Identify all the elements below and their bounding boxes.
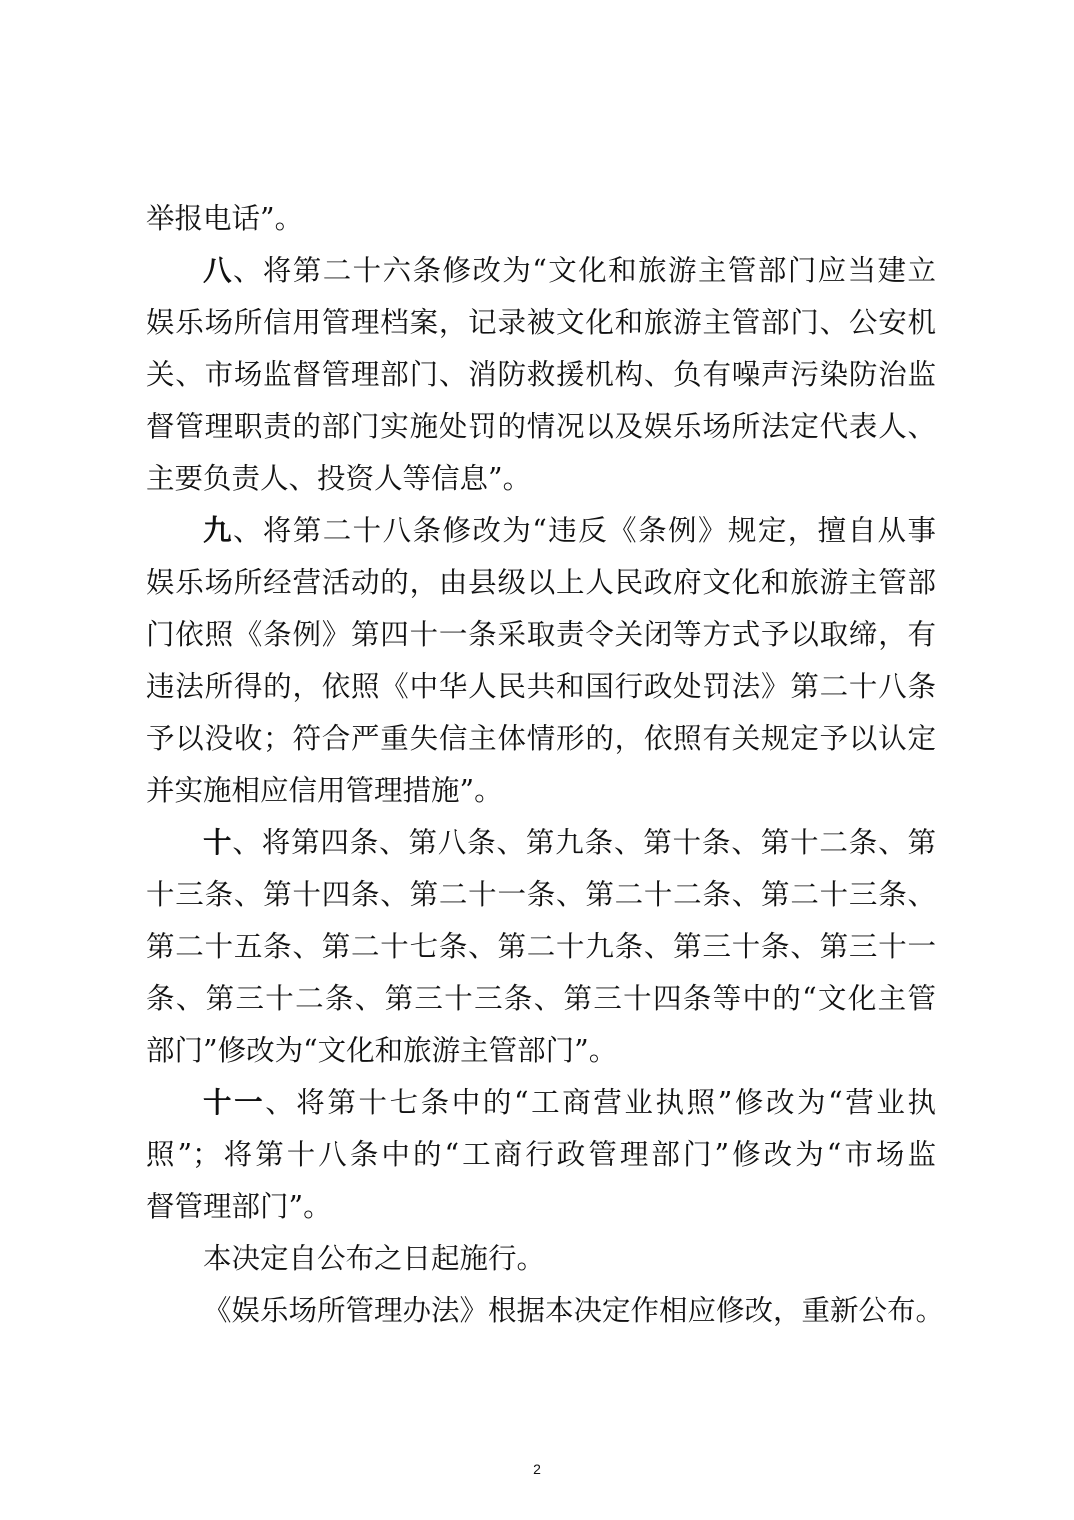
line-text: 关、市场监督管理部门、消防救援机构、负有噪声污染防治监 — [146, 358, 936, 391]
line-text: 督管理职责的部门实施处罚的情况以及娱乐场所法定代表人、 — [146, 410, 936, 443]
item-number: 十 — [203, 826, 233, 859]
line-text: 主要负责人、投资人等信息”。 — [146, 462, 532, 495]
line-text: 第二十五条、第二十七条、第二十九条、第三十条、第三十一 — [146, 930, 936, 963]
item-number: 九 — [203, 514, 233, 547]
text-line — [146, 979, 936, 1019]
line-text: 部门”修改为“文化和旅游主管部门”。 — [146, 1034, 618, 1067]
text-line — [146, 1031, 936, 1071]
text-line — [146, 563, 936, 603]
text-line — [203, 1291, 945, 1331]
text-line — [203, 1083, 936, 1123]
text-line — [146, 1187, 936, 1227]
line-text: 《娱乐场所管理办法》根据本决定作相应修改，重新公布。 — [203, 1294, 945, 1327]
line-text: 本决定自公布之日起施行。 — [203, 1242, 546, 1275]
line-text: 、将第十七条中的“工商营业执照”修改为“营业执 — [265, 1086, 936, 1119]
text-line — [146, 615, 936, 655]
text-line — [146, 1135, 936, 1175]
line-text: 并实施相应信用管理措施”。 — [146, 774, 503, 807]
line-text: 、将第二十八条修改为“违反《条例》规定，擅自从事 — [232, 514, 936, 547]
item-number: 十一 — [203, 1086, 266, 1119]
text-line — [146, 667, 936, 707]
line-text: 娱乐场所经营活动的，由县级以上人民政府文化和旅游主管部 — [146, 566, 936, 599]
line-text: 照”；将第十八条中的“工商行政管理部门”修改为“市场监 — [146, 1138, 936, 1171]
line-text: 门依照《条例》第四十一条采取责令关闭等方式予以取缔，有 — [146, 618, 936, 651]
line-text: 督管理部门”。 — [146, 1190, 332, 1223]
text-line — [146, 303, 936, 343]
text-line — [146, 927, 936, 967]
text-line — [146, 407, 936, 447]
text-line — [203, 511, 936, 551]
text-line — [146, 459, 936, 499]
line-text: 违法所得的，依照《中华人民共和国行政处罚法》第二十八条 — [146, 670, 936, 703]
text-line — [146, 199, 936, 239]
item-number: 八 — [203, 254, 233, 287]
page-number: 2 — [533, 1461, 541, 1477]
line-text: 十三条、第十四条、第二十一条、第二十二条、第二十三条、 — [146, 878, 936, 911]
line-text: 条、第三十二条、第三十三条、第三十四条等中的“文化主管 — [146, 982, 936, 1015]
text-line — [146, 875, 936, 915]
text-line — [203, 823, 936, 863]
line-text: 、将第四条、第八条、第九条、第十条、第十二条、第 — [232, 826, 936, 859]
text-line — [146, 771, 936, 811]
line-text: 娱乐场所信用管理档案，记录被文化和旅游主管部门、公安机 — [146, 306, 936, 339]
text-line — [203, 1239, 936, 1279]
line-text: 、将第二十六条修改为“文化和旅游主管部门应当建立 — [232, 254, 936, 287]
line-text: 予以没收；符合严重失信主体情形的，依照有关规定予以认定 — [146, 722, 936, 755]
text-line — [203, 251, 936, 291]
text-line — [146, 719, 936, 759]
line-text: 举报电话”。 — [146, 202, 304, 235]
text-line — [146, 355, 936, 395]
